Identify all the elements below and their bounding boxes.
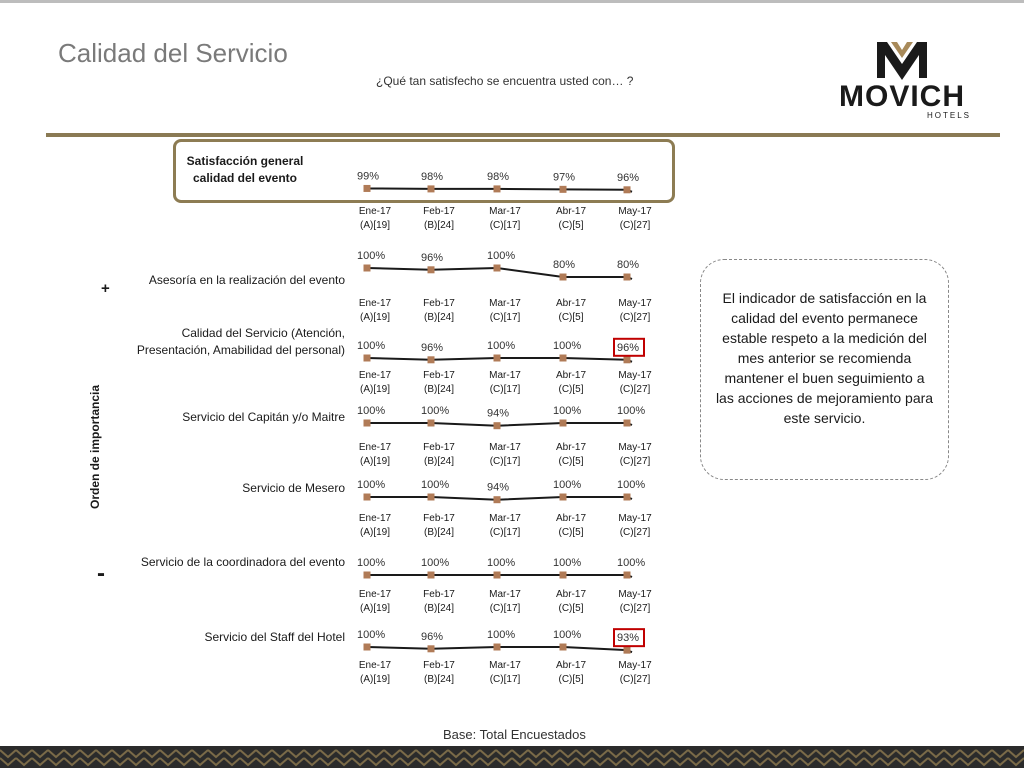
data-point — [428, 494, 435, 501]
importance-axis-title: Orden de importancia — [88, 384, 102, 510]
tick-label: (A)[19] — [359, 456, 391, 467]
tick-label: (A)[19] — [359, 384, 391, 395]
tick-label: Feb-17 — [423, 298, 455, 309]
row-label-line: Servicio del Capitán y/o Maitre — [182, 410, 345, 424]
data-point — [494, 422, 501, 429]
data-label: 100% — [357, 340, 386, 352]
data-point — [428, 266, 435, 273]
page-title: Calidad del Servicio — [58, 38, 288, 68]
data-label: 96% — [617, 171, 640, 184]
data-label: 100% — [553, 405, 582, 417]
data-point — [364, 265, 371, 272]
tick-label: May-17 — [618, 298, 652, 309]
data-point — [624, 274, 631, 281]
data-label: 80% — [553, 259, 576, 271]
data-label: 98% — [421, 170, 444, 183]
data-point — [494, 355, 501, 362]
tick-label: Abr-17 — [555, 660, 587, 671]
data-label: 100% — [553, 629, 582, 641]
tick-label: (C)[27] — [619, 527, 651, 538]
data-point — [560, 572, 567, 579]
data-point — [364, 420, 371, 427]
tick-label: (B)[24] — [423, 527, 455, 538]
tick-label: (C)[17] — [489, 384, 521, 395]
data-label: 97% — [553, 171, 576, 184]
tick-label: Feb-17 — [423, 589, 455, 600]
data-point — [560, 420, 567, 427]
row-label-line: Servicio del Staff del Hotel — [204, 630, 345, 644]
tick-label: (C)[17] — [489, 312, 521, 323]
data-point — [560, 494, 567, 501]
data-label: 100% — [357, 479, 386, 491]
row-label-line: Calidad del Servicio (Atención, — [181, 326, 345, 340]
data-point — [364, 355, 371, 362]
tick-label: Mar-17 — [489, 589, 521, 600]
tick-label: (B)[24] — [423, 384, 455, 395]
tick-label: (C)[17] — [489, 456, 521, 467]
data-label: 100% — [357, 250, 386, 262]
data-point — [494, 185, 501, 192]
data-point — [560, 274, 567, 281]
tick-label: Abr-17 — [555, 589, 587, 600]
tick-label: May-17 — [618, 513, 652, 524]
tick-label: (B)[24] — [423, 312, 455, 323]
data-label: 100% — [357, 629, 386, 641]
data-label: 99% — [357, 170, 380, 183]
data-label: 100% — [617, 405, 646, 417]
data-label: 96% — [421, 251, 444, 264]
tick-label: (C)[5] — [558, 527, 584, 538]
data-point — [364, 494, 371, 501]
tick-label: (B)[24] — [423, 220, 455, 231]
tick-label: May-17 — [618, 589, 652, 600]
data-point — [428, 645, 435, 652]
tick-label: Mar-17 — [489, 513, 521, 524]
tick-label: (C)[27] — [619, 603, 651, 614]
conclusion-note: El indicador de satisfacción en la calidad del evento permanece estable respeto a la medición del mes anterior se recomienda mantener el buen seguimiento a las acciones de mejoramiento para este servicio. — [700, 259, 949, 480]
data-label: 93% — [617, 632, 640, 645]
data-point — [364, 572, 371, 579]
tick-label: May-17 — [618, 660, 652, 671]
data-point — [494, 572, 501, 579]
data-point — [428, 356, 435, 363]
tick-label: Ene-17 — [358, 660, 392, 671]
tick-label: Ene-17 — [358, 370, 392, 381]
row-label-line: Servicio de la coordinadora del evento — [140, 555, 345, 569]
data-point — [624, 572, 631, 579]
tick-label: (C)[5] — [558, 603, 584, 614]
data-point — [494, 265, 501, 272]
row-label-line: calidad del evento — [192, 171, 298, 185]
data-label: 100% — [421, 405, 450, 417]
series-group — [357, 170, 652, 231]
data-point — [624, 494, 631, 501]
tick-label: Mar-17 — [489, 370, 521, 381]
tick-label: Ene-17 — [358, 589, 392, 600]
tick-label: Abr-17 — [555, 370, 587, 381]
data-label: 96% — [421, 341, 444, 354]
data-label: 100% — [553, 557, 582, 569]
tick-label: Abr-17 — [555, 206, 587, 217]
data-label: 96% — [421, 630, 444, 643]
decorative-footer-band — [0, 746, 1024, 768]
data-point — [560, 186, 567, 193]
data-point — [428, 420, 435, 427]
tick-label: May-17 — [618, 206, 652, 217]
tick-label: (C)[5] — [558, 220, 584, 231]
data-label: 96% — [617, 341, 640, 354]
data-label: 100% — [421, 479, 450, 491]
tick-label: (C)[17] — [489, 220, 521, 231]
tick-label: Mar-17 — [489, 442, 521, 453]
data-point — [364, 185, 371, 192]
tick-label: Feb-17 — [423, 660, 455, 671]
row-label-line: Servicio de Mesero — [242, 481, 345, 495]
series-group — [357, 339, 652, 395]
row-label-line: Presentación, Amabilidad del personal) — [136, 343, 345, 357]
tick-label: Abr-17 — [555, 298, 587, 309]
tick-label: (C)[27] — [619, 456, 651, 467]
data-label: 100% — [487, 340, 516, 352]
data-label: 100% — [357, 557, 386, 569]
tick-label: May-17 — [618, 442, 652, 453]
tick-label: Feb-17 — [423, 513, 455, 524]
tick-label: (A)[19] — [359, 603, 391, 614]
data-point — [494, 644, 501, 651]
data-label: 100% — [617, 557, 646, 569]
data-point — [624, 356, 631, 363]
data-point — [624, 420, 631, 427]
data-point — [624, 647, 631, 654]
data-point — [560, 644, 567, 651]
tick-label: Feb-17 — [423, 442, 455, 453]
data-label: 94% — [487, 407, 510, 420]
data-label: 98% — [487, 170, 510, 183]
tick-label: (A)[19] — [359, 312, 391, 323]
logo-text: MOVICH — [839, 80, 965, 113]
data-label: 80% — [617, 259, 640, 271]
tick-label: (C)[27] — [619, 312, 651, 323]
row-label-line: Satisfacción general — [186, 154, 304, 168]
data-point — [560, 355, 567, 362]
tick-label: (B)[24] — [423, 456, 455, 467]
data-label: 100% — [553, 340, 582, 352]
tick-label: May-17 — [618, 370, 652, 381]
series-group — [357, 250, 652, 323]
data-label: 100% — [553, 479, 582, 491]
series-group — [357, 629, 652, 685]
data-point — [364, 644, 371, 651]
row-label-line: Asesoría en la realización del evento — [148, 273, 345, 287]
tick-label: (C)[27] — [619, 220, 651, 231]
tick-label: (C)[27] — [619, 674, 651, 685]
tick-label: Abr-17 — [555, 442, 587, 453]
data-point — [428, 185, 435, 192]
base-note: Base: Total Encuestados — [443, 727, 586, 742]
series-group — [357, 405, 652, 467]
tick-label: Abr-17 — [555, 513, 587, 524]
tick-label: (C)[17] — [489, 527, 521, 538]
page-subtitle: ¿Qué tan satisfecho se encuentra usted con… ? — [376, 74, 634, 88]
logo-subtext: HOTELS — [926, 111, 972, 120]
importance-plus: + — [101, 280, 110, 297]
data-label: 100% — [487, 629, 516, 641]
tick-label: Feb-17 — [423, 206, 455, 217]
tick-label: (C)[5] — [558, 384, 584, 395]
tick-label: (A)[19] — [359, 220, 391, 231]
importance-minus: - — [97, 560, 105, 587]
tick-label: (C)[17] — [489, 674, 521, 685]
tick-label: (C)[5] — [558, 456, 584, 467]
series-group — [357, 557, 652, 614]
tick-label: Ene-17 — [358, 206, 392, 217]
data-point — [494, 496, 501, 503]
tick-label: Feb-17 — [423, 370, 455, 381]
tick-label: (B)[24] — [423, 674, 455, 685]
data-label: 100% — [487, 557, 516, 569]
tick-label: (C)[27] — [619, 384, 651, 395]
data-point — [624, 186, 631, 193]
tick-label: (C)[5] — [558, 674, 584, 685]
series-group — [357, 479, 652, 538]
data-label: 100% — [487, 250, 516, 262]
tick-label: Mar-17 — [489, 298, 521, 309]
tick-label: Ene-17 — [358, 442, 392, 453]
tick-label: Mar-17 — [489, 660, 521, 671]
tick-label: (A)[19] — [359, 674, 391, 685]
tick-label: Ene-17 — [358, 298, 392, 309]
tick-label: (C)[5] — [558, 312, 584, 323]
data-label: 100% — [421, 557, 450, 569]
tick-label: (C)[17] — [489, 603, 521, 614]
tick-label: Ene-17 — [358, 513, 392, 524]
tick-label: (B)[24] — [423, 603, 455, 614]
data-label: 100% — [357, 405, 386, 417]
data-label: 100% — [617, 479, 646, 491]
data-point — [428, 572, 435, 579]
tick-label: Mar-17 — [489, 206, 521, 217]
tick-label: (A)[19] — [359, 527, 391, 538]
data-label: 94% — [487, 481, 510, 494]
